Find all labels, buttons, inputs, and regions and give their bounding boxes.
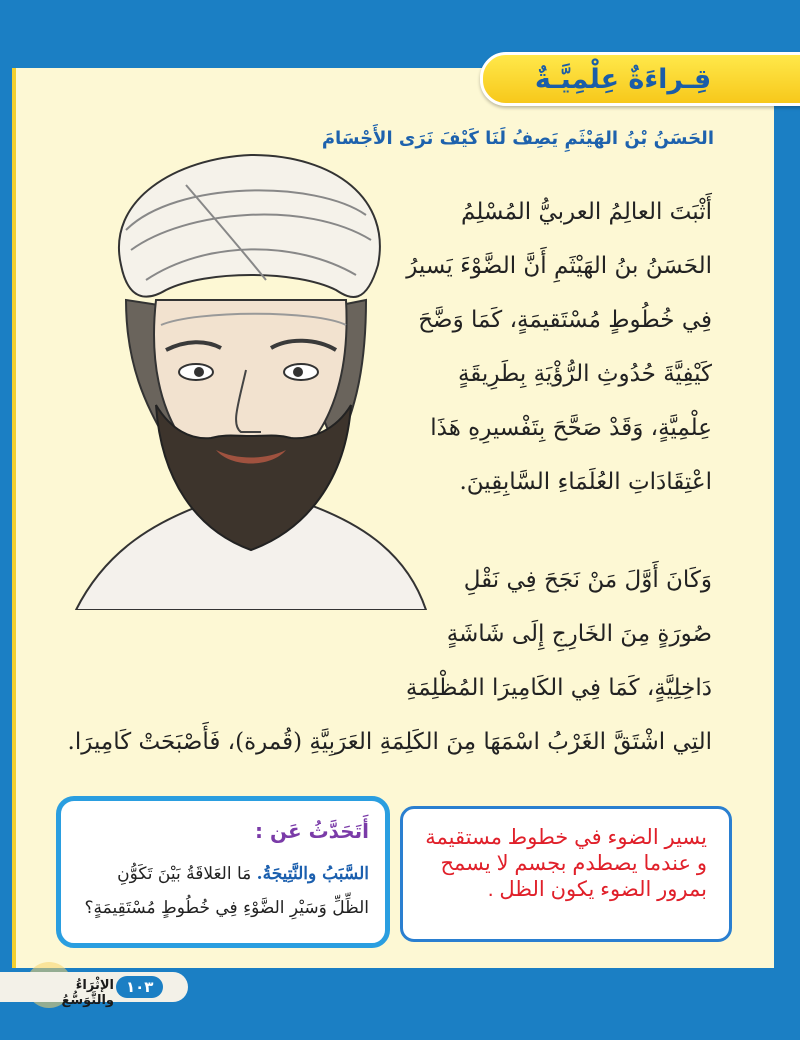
- discussion-question-text: مَا العَلاقَةُ بَيْنَ تَكَوُّنِ الظِّلِّ وَسَيْرِ الضَّوْءِ فِي خُطُوطٍ مُسْتَقِيمَةٍ؟: [84, 864, 369, 918]
- paragraph-line: أَثْبَتَ العالِمُ العربيُّ المُسْلِمُ: [461, 199, 712, 225]
- discussion-title: أَتَحَدَّثُ عَن :: [254, 819, 369, 843]
- paragraph-line: عِلْمِيَّةٍ، وَقَدْ صَحَّحَ بِتَفْسيرِهِ هَذَا: [430, 415, 712, 441]
- discussion-question: [77, 857, 369, 925]
- paragraph-line: التِي اشْتَقَّ الغَرْبُ اسْمَهَا مِنَ الكَلِمَةِ العَرَبِيَّةِ (قُمرة)، فَأَصْبَحَتْ كَامِيرَا.: [67, 729, 712, 755]
- footer-section-label: الإثْرَاءُ والتَّوَسُّعُ: [61, 978, 114, 1008]
- section-title: قِـراءَةٌ عِلْمِيَّـةٌ: [534, 63, 712, 95]
- section-title-banner: [480, 52, 800, 106]
- footer-bar: [0, 972, 188, 1008]
- discussion-box: [56, 796, 390, 948]
- article-subtitle: الحَسَنُ بْنُ الهَيْثَمِ يَصِفُ لَنَا كَيْفَ نَرَى الأَجْسَامَ: [321, 128, 714, 149]
- page-edge-strip: [12, 68, 16, 968]
- answer-text[interactable]: يسير الضوء في خطوط مستقيمة و عندما يصطدم بجسم لا يسمح بمرور الضوء يكون الظل .: [425, 826, 707, 901]
- paragraph-line: كَيْفِيَّةَ حُدُوثِ الرُّؤْيَةِ بِطَرِيقَةٍ: [457, 361, 712, 387]
- paragraph-line: الحَسَنُ بنُ الهَيْثَمِ أَنَّ الضَّوْءَ يَسيرُ: [406, 253, 712, 279]
- paragraph-line: فِي خُطُوطٍ مُسْتَقيمَةٍ، كَمَا وَضَّحَ: [418, 307, 712, 333]
- paragraph-line: وَكَانَ أَوَّلَ مَنْ نَجَحَ فِي نَقْلِ: [463, 567, 712, 593]
- paragraph-line: دَاخِلِيَّةٍ، كَمَا فِي الكَامِيرَا المُظْلِمَةِ: [405, 675, 712, 701]
- page-number: ١٠٣: [116, 976, 163, 998]
- paragraph-line: اعْتِقَادَاتِ العُلَمَاءِ السَّابِقِينَ.: [459, 469, 712, 495]
- scholar-portrait: [66, 150, 436, 610]
- discussion-keyword: السَّبَبُ والنَّتِيجَةُ.: [256, 864, 369, 884]
- paragraph-line: صُورَةٍ مِنَ الخَارِجِ إِلَى شَاشَةٍ: [446, 621, 712, 647]
- answer-box[interactable]: [400, 806, 732, 942]
